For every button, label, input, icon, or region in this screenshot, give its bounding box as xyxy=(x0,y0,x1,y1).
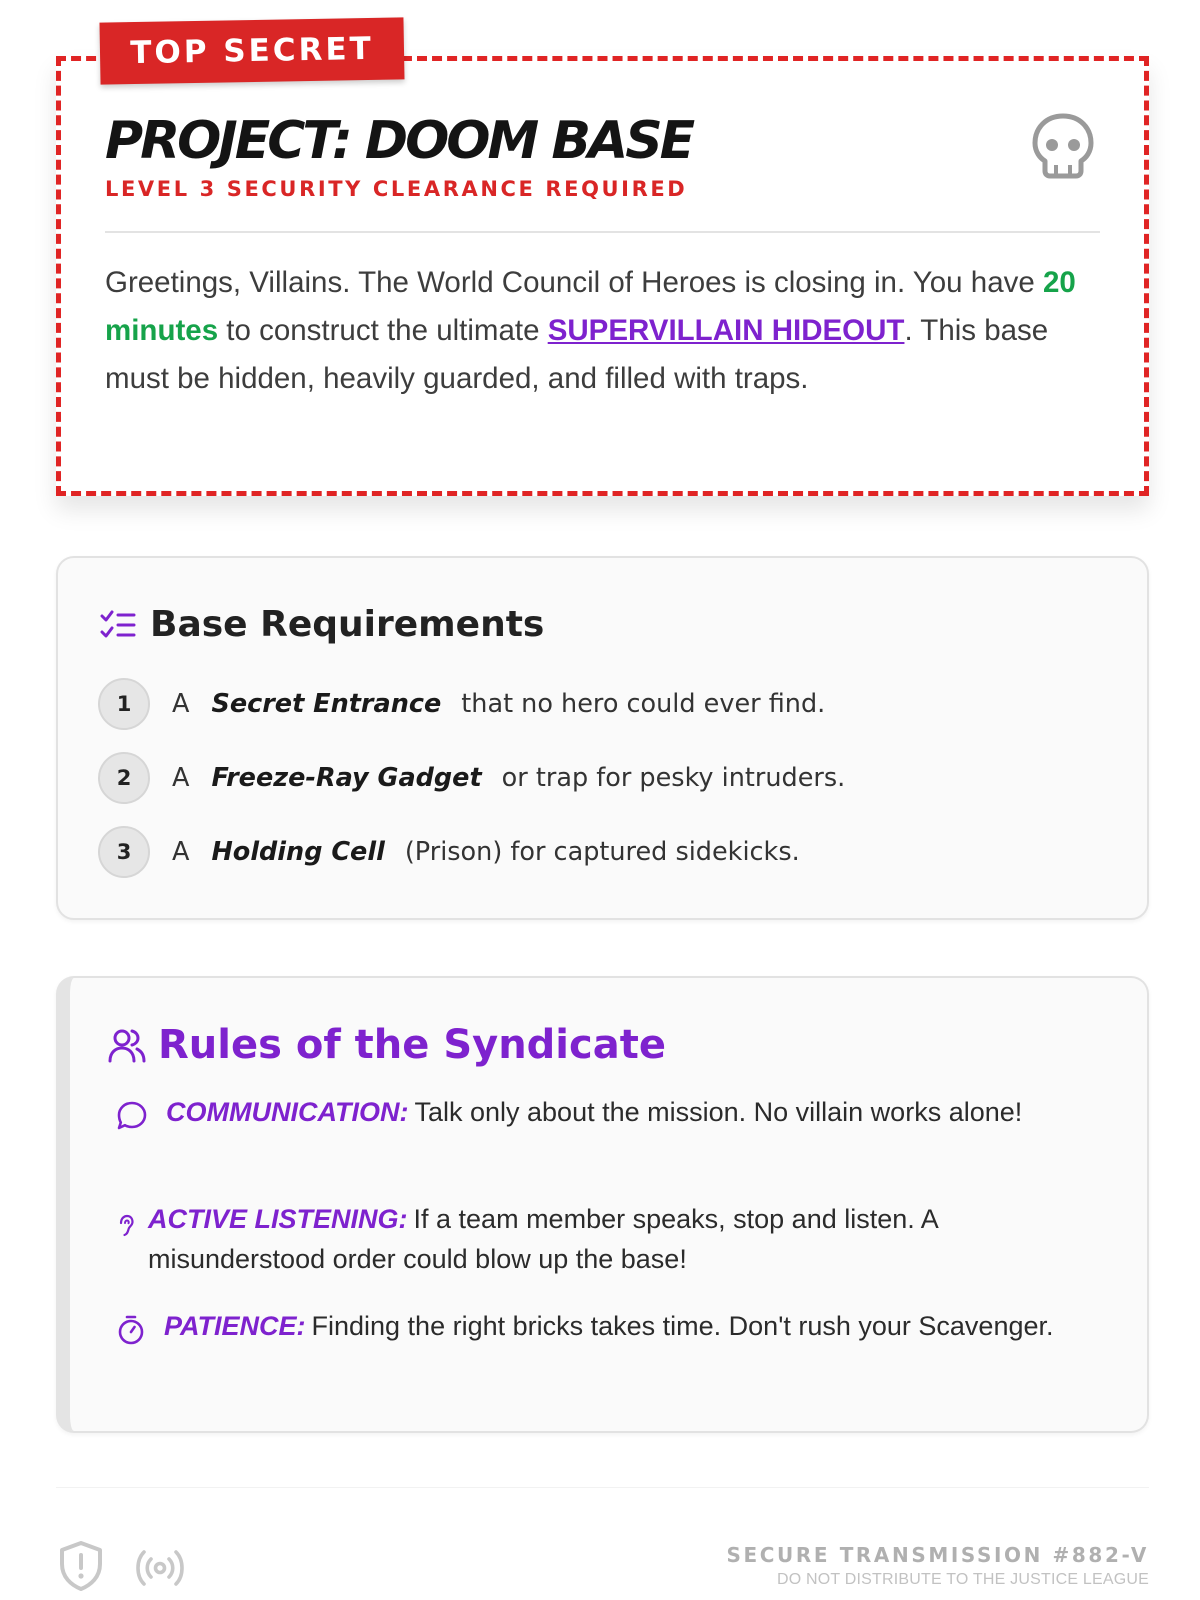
requirements-header xyxy=(100,604,544,645)
rule-text xyxy=(164,1306,1054,1346)
intro-text: . This base must be hidden, heavily guarded, and filled with traps. xyxy=(105,314,1049,395)
skull-icon xyxy=(1030,111,1096,181)
rules-header xyxy=(108,1022,666,1068)
time-limit: 20 minutes xyxy=(105,266,1076,347)
checklist-icon xyxy=(100,610,136,640)
rule-description: If a team member speaks, stop and listen. A misunderstood order could blow up the base! xyxy=(148,1204,938,1274)
rule-item xyxy=(116,1199,1076,1279)
rules-card xyxy=(56,976,1149,1433)
list-item xyxy=(98,752,845,804)
timer-icon xyxy=(116,1314,146,1346)
intro-text: Greetings, Villains. The World Council of Heroes is closing in. You have xyxy=(105,266,1043,299)
item-number: 3 xyxy=(98,826,150,878)
rule-item xyxy=(116,1306,1076,1346)
item-name: Holding Cell xyxy=(211,837,385,867)
requirements-title: Base Requirements xyxy=(150,604,545,645)
rule-description: Finding the right bricks takes time. Don't rush your Scavenger. xyxy=(311,1311,1054,1341)
page-title: PROJECT: DOOM BASE xyxy=(105,111,693,171)
rule-description: Talk only about the mission. No villain works alone! xyxy=(414,1097,1023,1127)
item-number: 1 xyxy=(98,678,150,730)
transmission-id: SECURE TRANSMISSION #882-V xyxy=(726,1543,1149,1567)
item-article: A xyxy=(172,837,190,867)
item-article: A xyxy=(172,763,190,793)
intro-text: to construct the ultimate xyxy=(218,314,548,347)
rule-label: PATIENCE: xyxy=(164,1311,306,1341)
rule-text xyxy=(148,1199,1076,1279)
item-name: Secret Entrance xyxy=(211,689,442,719)
rule-label: ACTIVE LISTENING: xyxy=(148,1204,408,1234)
clearance-notice: LEVEL 3 SECURITY CLEARANCE REQUIRED xyxy=(105,177,688,201)
item-number: 2 xyxy=(98,752,150,804)
item-description: that no hero could ever find. xyxy=(461,689,826,719)
list-item xyxy=(98,826,845,878)
divider xyxy=(105,231,1100,233)
requirements-card xyxy=(56,556,1149,920)
ear-icon xyxy=(116,1213,136,1239)
rule-label: COMMUNICATION: xyxy=(166,1097,409,1127)
top-secret-tag: TOP SECRET xyxy=(99,17,404,84)
footer-text xyxy=(726,1543,1149,1589)
chat-bubble-icon xyxy=(116,1100,148,1132)
broadcast-icon xyxy=(134,1548,186,1588)
item-name: Freeze-Ray Gadget xyxy=(211,763,482,793)
rule-text xyxy=(166,1092,1022,1132)
shield-alert-icon xyxy=(58,1540,104,1592)
briefing-card xyxy=(56,56,1149,496)
rule-item xyxy=(116,1092,1076,1132)
list-item xyxy=(98,678,845,730)
mission-intro xyxy=(105,259,1090,403)
requirements-list xyxy=(98,678,845,900)
hideout-highlight: SUPERVILLAIN HIDEOUT xyxy=(547,314,905,347)
users-icon xyxy=(108,1026,146,1064)
distribution-notice: DO NOT DISTRIBUTE TO THE JUSTICE LEAGUE xyxy=(776,1571,1149,1588)
footer-divider xyxy=(56,1487,1149,1488)
item-article: A xyxy=(172,689,190,719)
item-description: (Prison) for captured sidekicks. xyxy=(404,837,800,867)
rules-title: Rules of the Syndicate xyxy=(158,1022,666,1068)
item-description: or trap for pesky intruders. xyxy=(501,763,846,793)
